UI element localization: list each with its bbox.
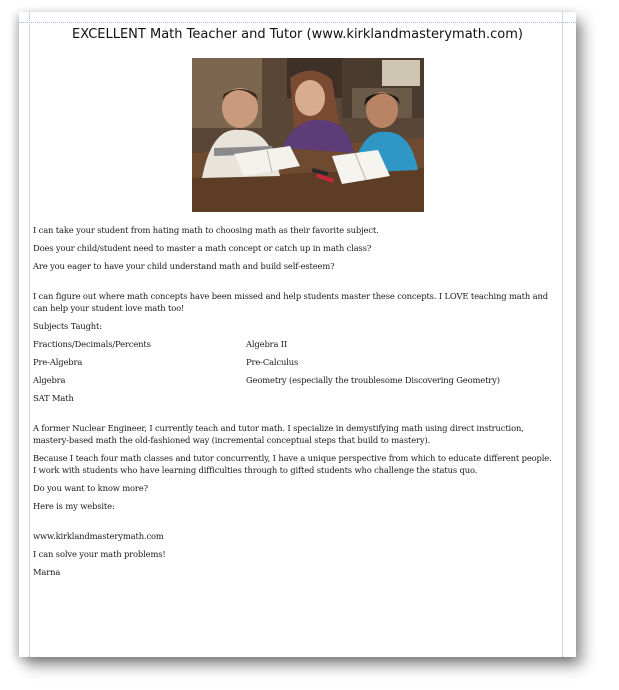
subject-item: Pre-Algebra [33, 357, 83, 367]
paragraph-perspective: Because I teach four math classes and tutor concurrently, I have a unique perspective from which to educate different people. I work with students who have learning difficulties through to gifted students who challenge the status quo. [33, 453, 552, 475]
website-link[interactable]: www.kirklandmasterymath.com [33, 531, 164, 541]
subject-item: Geometry (especially the troublesome Discovering Geometry) [246, 375, 500, 385]
subjects-table [33, 338, 553, 404]
margin-guide-right [562, 12, 563, 657]
subject-item: Algebra [33, 375, 66, 385]
document-page [19, 12, 576, 657]
document-body [33, 224, 553, 578]
subject-item: Algebra II [246, 339, 288, 349]
question-line: Do you want to know more? [33, 483, 148, 493]
page-title: EXCELLENT Math Teacher and Tutor (www.kirklandmasterymath.com) [72, 27, 523, 42]
subject-item [246, 392, 553, 404]
intro-line-3: Are you eager to have your child understand math and build self-esteem? [33, 261, 335, 271]
closing-line: I can solve your math problems! [33, 549, 166, 559]
website-intro: Here is my website: [33, 501, 115, 511]
subject-item: Fractions/Decimals/Percents [33, 339, 151, 349]
subjects-heading: Subjects Taught: [33, 321, 102, 331]
subject-item: Pre-Calculus [246, 357, 299, 367]
margin-guide-left [29, 12, 30, 657]
subject-item: SAT Math [33, 393, 74, 403]
intro-line-2: Does your child/student need to master a math concept or catch up in math class? [33, 243, 372, 253]
tutoring-photo [192, 58, 424, 212]
paragraph-background: A former Nuclear Engineer, I currently teach and tutor math. I specialize in demystifying math using direct instruction, mastery-based math the old-fashioned way (incremental conceptual steps that build to mastery). [33, 423, 524, 445]
intro-line-1: I can take your student from hating math to choosing math as their favorite subject. [33, 225, 379, 235]
signature: Marna [33, 567, 61, 577]
margin-guide-top [19, 22, 576, 23]
paragraph-concepts: I can figure out where math concepts have been missed and help students master these concepts. I LOVE teaching math and can help your student love math too! [33, 291, 548, 313]
